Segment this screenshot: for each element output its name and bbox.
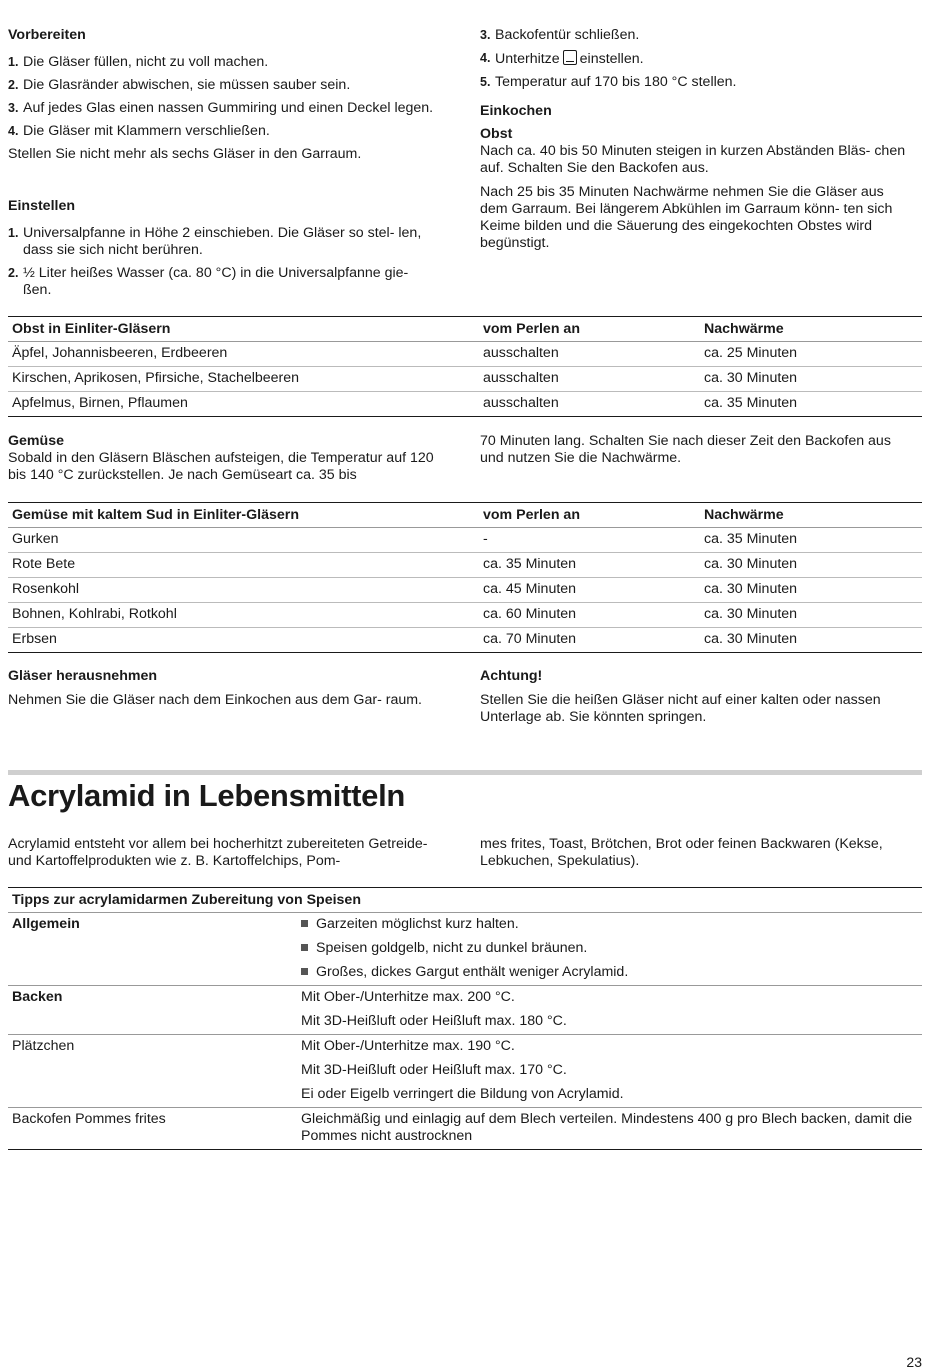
acrylamide-intro-left <box>8 836 448 870</box>
bottom-heat-icon <box>563 50 577 65</box>
page-number: 23 <box>906 1354 922 1370</box>
list-item: 4. Die Gläser mit Klammern verschließen. <box>8 123 270 139</box>
warning-section <box>480 668 920 726</box>
tips-table <box>8 887 922 1150</box>
warning-paragraph: Stellen Sie die heißen Gläser nicht auf einer kalten oder nassen Unterlage ab. Sie könnten springen. <box>480 692 881 725</box>
prep-steps <box>8 54 448 140</box>
canning-heading: Einkochen <box>480 103 552 119</box>
acrylamide-intro-right <box>480 836 920 870</box>
list-item: 4. Unterhitze einstellen. <box>480 51 644 67</box>
list-item: Speisen goldgelb, nicht zu dunkel bräunen. <box>301 940 918 957</box>
table-row: Apfelmus, Birnen, Pflaumen ausschalten ca. 35 Minuten <box>8 392 922 417</box>
setup-heading: Einstellen <box>8 198 76 214</box>
table-header-row: Gemüse mit kaltem Sud in Einliter-Gläsern vom Perlen an Nachwärme <box>8 503 922 528</box>
table-header-row: Tipps zur acrylamidarmen Zubereitung von Speisen <box>8 888 922 913</box>
prep-heading: Vorbereiten <box>8 27 86 43</box>
setup-steps-right <box>480 27 920 91</box>
list-item: 5. Temperatur auf 170 bis 180 °C stellen. <box>480 74 737 90</box>
remove-section <box>8 668 448 709</box>
warning-heading: Achtung! <box>480 668 543 684</box>
list-item: 2. ½ Liter heißes Wasser (ca. 80 °C) in die Universalpfanne gie- ßen. <box>8 265 409 298</box>
fruit-table <box>8 316 922 417</box>
list-item: 1. Universalpfanne in Höhe 2 einschieben. Die Gläser so stel- len, dass sie sich nicht berühren. <box>8 225 422 258</box>
table-row: Rote Bete ca. 35 Minuten ca. 30 Minuten <box>8 553 922 578</box>
table-row: Äpfel, Johannisbeeren, Erdbeeren ausschalten ca. 25 Minuten <box>8 342 922 367</box>
fruit-heading: Obst <box>480 126 513 142</box>
list-item: 3. Backofentür schließen. <box>480 27 640 43</box>
remove-paragraph: Nehmen Sie die Gläser nach dem Einkochen aus dem Gar- raum. <box>8 692 423 708</box>
vegetables-section <box>8 433 448 484</box>
table-row: Bohnen, Kohlrabi, Rotkohl ca. 60 Minuten ca. 30 Minuten <box>8 603 922 628</box>
table-row: Backofen Pommes frites Gleichmäßig und einlagig auf dem Blech verteilen. Mindestens 400 g pro Blech backen, damit die Pommes nicht austrocknen <box>8 1108 922 1150</box>
acrylamide-paragraph-left: Acrylamid entsteht vor allem bei hocherhitzt zubereiteten Getreide- und Kartoffelprodukten wie z. B. Kartoffelchips, Pom- <box>8 836 428 869</box>
prep-note: Stellen Sie nicht mehr als sechs Gläser in den Garraum. <box>8 146 362 162</box>
list-item: Garzeiten möglichst kurz halten. <box>301 916 918 933</box>
vegetables-heading: Gemüse <box>8 433 64 449</box>
table-row: Rosenkohl ca. 45 Minuten ca. 30 Minuten <box>8 578 922 603</box>
acrylamide-paragraph-right: mes frites, Toast, Brötchen, Brot oder feinen Backwaren (Kekse, Lebkuchen, Spekulatius). <box>480 836 883 869</box>
vegetables-continued <box>480 433 920 467</box>
table-row: Plätzchen Mit Ober-/Unterhitze max. 190 °C. Mit 3D-Heißluft oder Heißluft max. 170 °C. Ei oder Eigelb verringert die Bildung von Acrylamid. <box>8 1035 922 1108</box>
table-row: Kirschen, Aprikosen, Pfirsiche, Stachelbeeren ausschalten ca. 30 Minuten <box>8 367 922 392</box>
fruit-paragraph-1: Nach ca. 40 bis 50 Minuten steigen in kurzen Abständen Bläs- chen auf. Schalten Sie den Backofen aus. <box>480 143 906 176</box>
table-row: Erbsen ca. 70 Minuten ca. 30 Minuten <box>8 628 922 653</box>
acrylamide-title: Acrylamid in Lebensmitteln <box>8 778 406 813</box>
vegetables-paragraph-left: Sobald in den Gläsern Bläschen aufsteigen, die Temperatur auf 120 bis 140 °C zurückstellen. Je nach Gemüseart ca. 35 bis <box>8 450 434 483</box>
setup-section <box>8 198 448 305</box>
vegetable-table <box>8 502 922 653</box>
fruit-paragraph-2: Nach 25 bis 35 Minuten Nachwärme nehmen Sie die Gläser aus dem Garraum. Bei längerem Abkühlen im Garraum könn- ten sich Keime bilden und die Säuerung des eingekochten Obstes wird begünstigt. <box>480 184 893 251</box>
list-item: 1. Die Gläser füllen, nicht zu voll machen. <box>8 54 269 70</box>
section-divider <box>8 770 922 775</box>
vegetables-paragraph-right: 70 Minuten lang. Schalten Sie nach dieser Zeit den Backofen aus und nutzen Sie die Nachwärme. <box>480 433 891 466</box>
list-item: Großes, dickes Gargut enthält weniger Acrylamid. <box>301 964 918 981</box>
setup-steps-left <box>8 225 440 299</box>
table-row: Gurken - ca. 35 Minuten <box>8 528 922 553</box>
square-bullet-icon <box>301 968 308 975</box>
prep-section <box>8 27 448 163</box>
list-item: 3. Auf jedes Glas einen nassen Gummiring und einen Deckel legen. <box>8 100 434 116</box>
square-bullet-icon <box>301 920 308 927</box>
acrylamide-title-wrap <box>8 778 405 814</box>
table-header-row: Obst in Einliter-Gläsern vom Perlen an Nachwärme <box>8 317 922 342</box>
setup-continued <box>480 27 920 252</box>
table-row: Backen Mit Ober-/Unterhitze max. 200 °C. Mit 3D-Heißluft oder Heißluft max. 180 °C. <box>8 986 922 1035</box>
square-bullet-icon <box>301 944 308 951</box>
list-item: 2. Die Glasränder abwischen, sie müssen sauber sein. <box>8 77 351 93</box>
table-row: Allgemein Garzeiten möglichst kurz halten. Speisen goldgelb, nicht zu dunkel bräunen. Großes, dickes Gargut enthält weniger Acrylamid. <box>8 913 922 986</box>
remove-heading: Gläser herausnehmen <box>8 668 158 684</box>
